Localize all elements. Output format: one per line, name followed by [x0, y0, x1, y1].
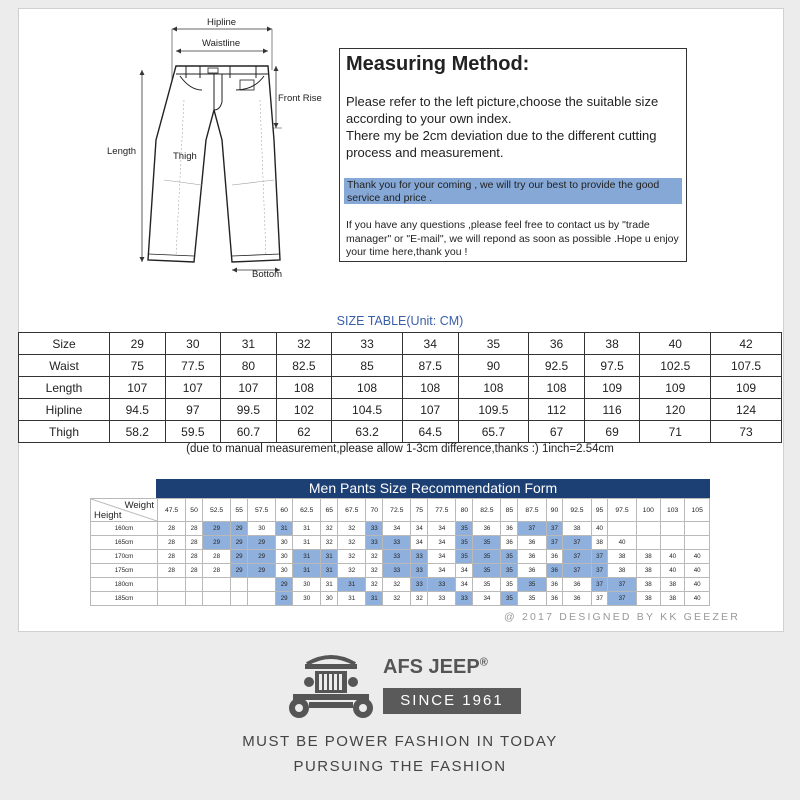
weight-header-cell: 77.5 [428, 499, 456, 522]
size-table-cell: 97.5 [584, 355, 640, 377]
size-table-cell: 33 [332, 333, 403, 355]
recommended-size-cell: 36 [546, 578, 563, 592]
height-row [91, 522, 710, 536]
recommended-size-cell [636, 522, 660, 536]
height-row [91, 578, 710, 592]
size-table-cell: 58.2 [110, 421, 166, 443]
size-table-cell: 112 [529, 399, 585, 421]
recommended-size-cell: 37 [591, 592, 608, 606]
size-table-cell: 34 [402, 333, 458, 355]
weight-header-cell: 70 [366, 499, 383, 522]
recommended-size-cell: 29 [248, 550, 276, 564]
recommended-size-cell: 28 [186, 564, 203, 578]
size-table-cell: 63.2 [332, 421, 403, 443]
recommended-size-cell: 37 [563, 550, 591, 564]
recommended-size-cell: 37 [563, 564, 591, 578]
recommended-size-cell: 35 [456, 536, 473, 550]
size-row-label: Waist [19, 355, 110, 377]
slogan-line-2: PURSUING THE FASHION [293, 758, 507, 775]
recommended-size-cell: 36 [473, 522, 501, 536]
recommended-size-cell: 30 [321, 592, 338, 606]
height-label: 165cm [91, 536, 158, 550]
jeep-icon [285, 652, 377, 722]
size-table-cell: 38 [584, 333, 640, 355]
slogan-line-1: MUST BE POWER FASHION IN TODAY [242, 733, 558, 750]
recommended-size-cell: 35 [501, 592, 518, 606]
weight-header-cell: 92.5 [563, 499, 591, 522]
thigh-label: Thigh [173, 151, 197, 162]
recommended-size-cell: 36 [518, 550, 546, 564]
recommended-size-cell: 34 [428, 550, 456, 564]
recommended-size-cell: 38 [636, 564, 660, 578]
since-badge: SINCE 1961 [383, 688, 521, 714]
recommended-size-cell [636, 536, 660, 550]
recommended-size-cell: 33 [411, 578, 428, 592]
recommended-size-cell: 34 [456, 564, 473, 578]
size-table-cell: 102 [276, 399, 332, 421]
recommended-size-cell: 37 [608, 592, 636, 606]
height-label: 180cm [91, 578, 158, 592]
recommended-size-cell: 29 [231, 564, 248, 578]
recommended-size-cell: 34 [411, 536, 428, 550]
recommended-size-cell [203, 592, 231, 606]
recommended-size-cell: 32 [383, 578, 411, 592]
recommended-size-cell [608, 522, 636, 536]
recommended-size-cell: 32 [321, 522, 338, 536]
recommended-size-cell: 35 [518, 578, 546, 592]
weight-header-cell: 105 [685, 499, 710, 522]
weight-header-cell: 57.5 [248, 499, 276, 522]
recommended-size-cell: 40 [685, 550, 710, 564]
recommended-size-cell: 29 [276, 592, 293, 606]
recommended-size-cell: 35 [473, 578, 501, 592]
recommended-size-cell: 29 [276, 578, 293, 592]
recommended-size-cell: 29 [203, 536, 231, 550]
weight-header-cell: 65 [321, 499, 338, 522]
height-label: 170cm [91, 550, 158, 564]
pants-diagram [90, 10, 340, 290]
size-table-cell: 108 [276, 377, 332, 399]
size-table [18, 332, 782, 443]
recommended-size-cell: 29 [231, 522, 248, 536]
weight-header-cell: 95 [591, 499, 608, 522]
recommended-size-cell: 29 [203, 522, 231, 536]
designer-watermark: @ 2017 DESIGNED BY KK GEEZER [504, 611, 741, 623]
recommended-size-cell: 40 [591, 522, 608, 536]
recommended-size-cell: 30 [276, 550, 293, 564]
recommended-size-cell: 30 [293, 592, 321, 606]
size-table-cell: 31 [221, 333, 277, 355]
recommended-size-cell: 29 [231, 550, 248, 564]
recommended-size-cell: 31 [293, 536, 321, 550]
recommended-size-cell: 28 [203, 550, 231, 564]
recommended-size-cell: 35 [473, 550, 501, 564]
recommended-size-cell: 32 [366, 550, 383, 564]
recommended-size-cell: 37 [608, 578, 636, 592]
size-table-cell: 108 [458, 377, 529, 399]
size-table-cell: 59.5 [165, 421, 221, 443]
weight-header-cell: 55 [231, 499, 248, 522]
height-row [91, 564, 710, 578]
size-table-cell: 85 [332, 355, 403, 377]
recommended-size-cell: 32 [383, 592, 411, 606]
size-table-cell: 87.5 [402, 355, 458, 377]
recommended-size-cell: 36 [563, 592, 591, 606]
recommended-size-cell: 31 [293, 522, 321, 536]
size-row-label: Hipline [19, 399, 110, 421]
recommended-size-cell: 33 [411, 550, 428, 564]
weight-height-corner [91, 499, 158, 522]
recommended-size-cell: 28 [203, 564, 231, 578]
weight-header-cell: 97.5 [608, 499, 636, 522]
recommended-size-cell: 31 [338, 578, 366, 592]
recommended-size-cell: 35 [456, 522, 473, 536]
recommended-size-cell [660, 522, 684, 536]
recommended-size-cell: 38 [563, 522, 591, 536]
recommended-size-cell: 33 [456, 592, 473, 606]
size-table-cell: 108 [332, 377, 403, 399]
hipline-label: Hipline [207, 17, 237, 28]
weight-header-cell: 75 [411, 499, 428, 522]
recommended-size-cell: 35 [518, 592, 546, 606]
recommended-size-cell: 37 [591, 564, 608, 578]
recommended-size-cell: 37 [591, 578, 608, 592]
size-table-cell: 92.5 [529, 355, 585, 377]
recommended-size-cell: 40 [660, 564, 684, 578]
recommended-size-cell: 35 [501, 578, 518, 592]
size-table-cell: 65.7 [458, 421, 529, 443]
recommended-size-cell: 37 [591, 550, 608, 564]
weight-header-cell: 62.5 [293, 499, 321, 522]
height-label: 185cm [91, 592, 158, 606]
size-table-cell: 62 [276, 421, 332, 443]
recommended-size-cell: 36 [546, 564, 563, 578]
recommended-size-cell [203, 578, 231, 592]
size-table-cell: 109.5 [458, 399, 529, 421]
weight-header-cell: 50 [186, 499, 203, 522]
recommended-size-cell: 34 [383, 522, 411, 536]
recommended-size-cell: 40 [660, 550, 684, 564]
weight-axis-label: Weight [124, 500, 154, 511]
recommended-size-cell [231, 592, 248, 606]
recommended-size-cell: 33 [411, 564, 428, 578]
recommended-size-cell: 35 [456, 550, 473, 564]
contact-note: If you have any questions ,please feel free to contact us by "trade manager" or "E-mail", we will repond as soon as possible .Hope u enjoy your time here,thank you ! [346, 219, 679, 258]
recommended-size-cell: 40 [608, 536, 636, 550]
recommended-size-cell: 30 [248, 522, 276, 536]
recommended-size-cell [158, 578, 186, 592]
recommended-size-cell: 33 [428, 578, 456, 592]
recommended-size-cell: 32 [338, 536, 366, 550]
recommended-size-cell: 33 [383, 550, 411, 564]
recommended-size-cell: 38 [660, 578, 684, 592]
size-table-cell: 40 [640, 333, 711, 355]
recommended-size-cell: 33 [383, 536, 411, 550]
brand-name-text: AFS JEEP [383, 656, 480, 678]
recommended-size-cell: 40 [685, 564, 710, 578]
recommended-size-cell: 28 [158, 536, 186, 550]
size-table-cell: 109 [584, 377, 640, 399]
recommended-size-cell: 36 [501, 536, 518, 550]
recommended-size-cell: 38 [591, 536, 608, 550]
recommended-size-cell: 31 [366, 592, 383, 606]
size-table-cell: 29 [110, 333, 166, 355]
recommended-size-cell: 38 [636, 592, 660, 606]
recommended-size-cell: 31 [321, 578, 338, 592]
recommended-size-cell: 34 [428, 522, 456, 536]
recommended-size-cell: 28 [186, 536, 203, 550]
recommended-size-cell: 40 [685, 592, 710, 606]
height-row [91, 550, 710, 564]
recommended-size-cell: 28 [186, 550, 203, 564]
weight-header-cell: 52.5 [203, 499, 231, 522]
size-table-cell: 107 [165, 377, 221, 399]
size-table-cell: 64.5 [402, 421, 458, 443]
recommended-size-cell: 30 [276, 536, 293, 550]
size-table-cell: 67 [529, 421, 585, 443]
size-table-row [19, 421, 782, 443]
recommended-size-cell: 34 [456, 578, 473, 592]
recommended-size-cell: 32 [338, 522, 366, 536]
recommended-size-cell [186, 592, 203, 606]
size-table-cell: 60.7 [221, 421, 277, 443]
recommended-size-cell: 37 [546, 536, 563, 550]
recommendation-title: Men Pants Size Recommendation Form [156, 479, 710, 498]
recommended-size-cell: 30 [276, 564, 293, 578]
recommended-size-cell: 33 [366, 522, 383, 536]
method-instructions [346, 93, 682, 161]
weight-header-row [91, 499, 710, 522]
recommended-size-cell: 33 [428, 592, 456, 606]
recommended-size-cell: 31 [293, 550, 321, 564]
size-table-cell: 102.5 [640, 355, 711, 377]
size-table-cell: 108 [529, 377, 585, 399]
weight-header-cell: 47.5 [158, 499, 186, 522]
recommended-size-cell: 35 [473, 536, 501, 550]
recommended-size-cell: 37 [563, 536, 591, 550]
recommended-size-cell: 37 [546, 522, 563, 536]
size-table-cell: 69 [584, 421, 640, 443]
recommended-size-cell: 29 [248, 564, 276, 578]
measuring-method-box [339, 48, 687, 262]
weight-header-cell: 87.5 [518, 499, 546, 522]
size-table-cell: 32 [276, 333, 332, 355]
recommended-size-cell: 36 [501, 522, 518, 536]
size-table-row [19, 333, 782, 355]
recommended-size-cell: 34 [411, 522, 428, 536]
size-table-cell: 75 [110, 355, 166, 377]
recommended-size-cell: 34 [473, 592, 501, 606]
recommended-size-cell: 28 [186, 522, 203, 536]
size-table-cell: 77.5 [165, 355, 221, 377]
size-table-cell: 35 [458, 333, 529, 355]
recommended-size-cell: 32 [338, 564, 366, 578]
size-table-cell: 30 [165, 333, 221, 355]
recommended-size-cell: 31 [321, 550, 338, 564]
recommended-size-cell: 35 [501, 564, 518, 578]
size-table-row [19, 355, 782, 377]
recommended-size-cell [685, 522, 710, 536]
recommended-size-cell [660, 536, 684, 550]
recommended-size-cell: 36 [563, 578, 591, 592]
recommended-size-cell [186, 578, 203, 592]
size-table-cell: 104.5 [332, 399, 403, 421]
recommended-size-cell [685, 536, 710, 550]
thanks-banner: Thank you for your coming , we will try our best to provide the good service and price . [344, 178, 682, 204]
height-label: 160cm [91, 522, 158, 536]
recommended-size-cell: 35 [501, 550, 518, 564]
weight-header-cell: 80 [456, 499, 473, 522]
size-table-cell: 99.5 [221, 399, 277, 421]
recommended-size-cell: 31 [293, 564, 321, 578]
weight-header-cell: 100 [636, 499, 660, 522]
recommended-size-cell: 29 [248, 536, 276, 550]
height-label: 175cm [91, 564, 158, 578]
size-table-cell: 82.5 [276, 355, 332, 377]
size-table-cell: 71 [640, 421, 711, 443]
size-table-cell: 80 [221, 355, 277, 377]
size-table-row [19, 399, 782, 421]
recommended-size-cell: 38 [608, 564, 636, 578]
brand-name [383, 656, 488, 679]
measurement-note: (due to manual measurement,please allow 1-3cm difference,thanks :) 1inch=2.54cm [186, 443, 614, 455]
size-table-cell: 73 [711, 421, 782, 443]
registered-mark: ® [479, 656, 488, 669]
size-table-cell: 124 [711, 399, 782, 421]
size-table-cell: 116 [584, 399, 640, 421]
recommended-size-cell [248, 592, 276, 606]
recommended-size-cell: 31 [321, 564, 338, 578]
recommended-size-cell: 28 [158, 564, 186, 578]
recommended-size-cell: 36 [546, 592, 563, 606]
recommended-size-cell: 31 [338, 592, 366, 606]
recommended-size-cell: 28 [158, 550, 186, 564]
size-table-cell: 107.5 [711, 355, 782, 377]
recommended-size-cell: 38 [636, 578, 660, 592]
recommended-size-cell: 40 [685, 578, 710, 592]
method-title: Measuring Method: [346, 53, 530, 75]
recommended-size-cell: 32 [321, 536, 338, 550]
weight-header-cell: 90 [546, 499, 563, 522]
size-table-cell: 36 [529, 333, 585, 355]
height-axis-label: Height [94, 510, 122, 521]
recommended-size-cell: 35 [473, 564, 501, 578]
length-label: Length [107, 146, 137, 157]
size-table-title: SIZE TABLE(Unit: CM) [336, 314, 464, 328]
brand-logo [285, 652, 545, 722]
recommended-size-cell: 38 [608, 550, 636, 564]
recommended-size-cell: 34 [428, 564, 456, 578]
weight-header-cell: 82.5 [473, 499, 501, 522]
recommended-size-cell: 32 [411, 592, 428, 606]
front-rise-label: Front Rise [278, 93, 322, 104]
height-row [91, 536, 710, 550]
recommended-size-cell: 30 [293, 578, 321, 592]
weight-header-cell: 72.5 [383, 499, 411, 522]
recommended-size-cell: 38 [660, 592, 684, 606]
recommended-size-cell: 36 [518, 536, 546, 550]
recommended-size-cell: 36 [518, 564, 546, 578]
weight-header-cell: 60 [276, 499, 293, 522]
recommended-size-cell [231, 578, 248, 592]
size-table-row [19, 377, 782, 399]
recommended-size-cell: 33 [383, 564, 411, 578]
size-row-label: Thigh [19, 421, 110, 443]
recommended-size-cell: 32 [366, 578, 383, 592]
method-line-1: Please refer to the left picture,choose the suitable size according to your own index. [346, 94, 659, 126]
size-table-cell: 97 [165, 399, 221, 421]
bottom-label: Bottom [252, 269, 283, 280]
recommended-size-cell: 38 [636, 550, 660, 564]
size-table-cell: 107 [110, 377, 166, 399]
weight-header-cell: 67.5 [338, 499, 366, 522]
size-row-label: Length [19, 377, 110, 399]
size-table-cell: 42 [711, 333, 782, 355]
recommended-size-cell [248, 578, 276, 592]
recommended-size-cell: 32 [338, 550, 366, 564]
size-table-cell: 90 [458, 355, 529, 377]
size-table-cell: 120 [640, 399, 711, 421]
recommended-size-cell: 28 [158, 522, 186, 536]
height-row [91, 592, 710, 606]
size-table-cell: 107 [402, 399, 458, 421]
recommended-size-cell: 33 [366, 536, 383, 550]
size-table-cell: 94.5 [110, 399, 166, 421]
recommended-size-cell: 32 [366, 564, 383, 578]
size-table-cell: 107 [221, 377, 277, 399]
size-table-cell: 109 [711, 377, 782, 399]
recommended-size-cell: 34 [428, 536, 456, 550]
recommendation-table [90, 498, 710, 606]
recommended-size-cell: 31 [276, 522, 293, 536]
recommended-size-cell: 37 [518, 522, 546, 536]
recommended-size-cell [158, 592, 186, 606]
method-line-2: There my be 2cm deviation due to the different cutting process and measurement. [346, 128, 657, 160]
recommended-size-cell: 36 [546, 550, 563, 564]
weight-header-cell: 85 [501, 499, 518, 522]
size-row-label: Size [19, 333, 110, 355]
size-table-cell: 109 [640, 377, 711, 399]
recommended-size-cell: 29 [231, 536, 248, 550]
waistline-label: Waistline [202, 38, 241, 49]
weight-header-cell: 103 [660, 499, 684, 522]
size-table-cell: 108 [402, 377, 458, 399]
